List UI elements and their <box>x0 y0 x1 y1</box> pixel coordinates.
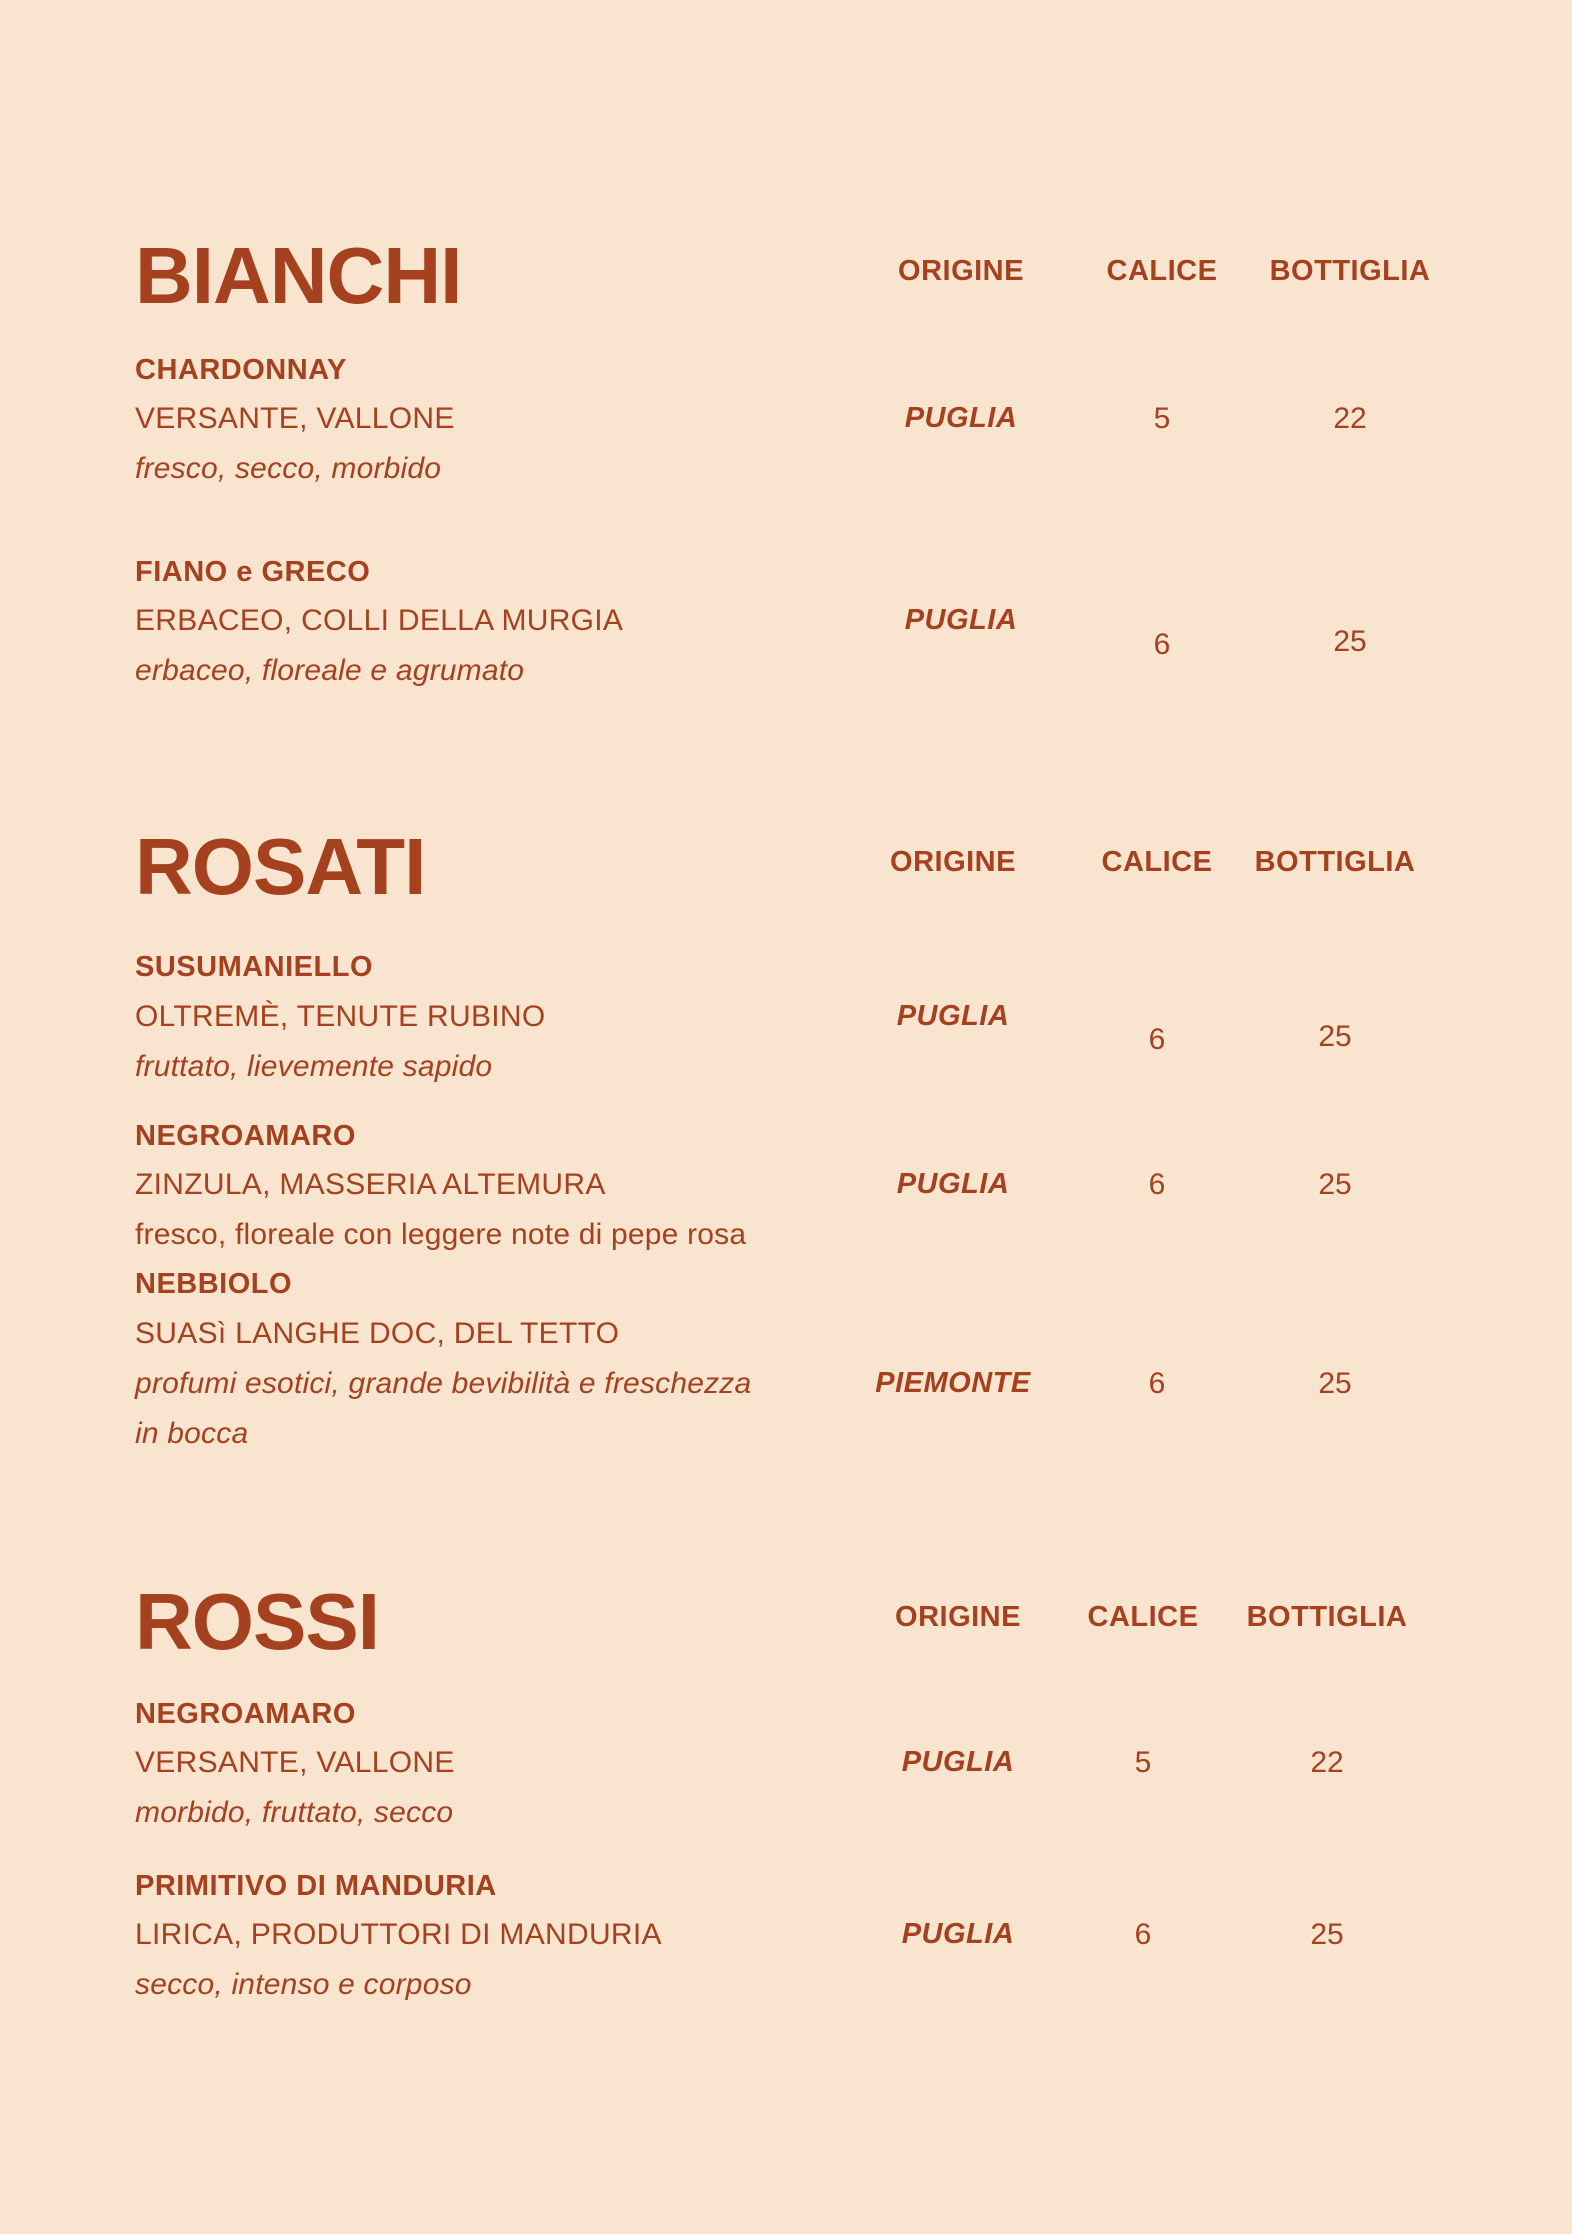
section-title-rosati: ROSATI <box>135 822 426 911</box>
section-title-bianchi: BIANCHI <box>135 231 462 320</box>
col-header-glass: CALICE <box>1106 255 1218 287</box>
wine-glass-price: 6 <box>1148 1168 1166 1201</box>
wine-name: PRIMITIVO DI MANDURIA <box>135 1870 497 1902</box>
col-header-glass: CALICE <box>1087 1601 1199 1633</box>
wine-bottle-price: 25 <box>1310 1918 1344 1951</box>
wine-name: NEGROAMARO <box>135 1698 356 1730</box>
wine-notes: erbaceo, floreale e agrumato <box>135 654 525 687</box>
col-header-bottle: BOTTIGLIA <box>1254 846 1416 878</box>
wine-origin: PUGLIA <box>896 1000 1010 1032</box>
wine-notes: fresco, floreale con leggere note di pepe rosa <box>135 1218 747 1251</box>
wine-notes: fresco, secco, morbido <box>135 452 442 485</box>
wine-producer: LIRICA, PRODUTTORI DI MANDURIA <box>135 1918 662 1951</box>
wine-origin: PIEMONTE <box>875 1367 1031 1399</box>
col-header-origin: ORIGINE <box>895 1601 1021 1633</box>
wine-bottle-price: 22 <box>1333 402 1367 435</box>
col-header-origin: ORIGINE <box>890 846 1016 878</box>
wine-name: FIANO e GRECO <box>135 556 371 588</box>
wine-producer: OLTREMÈ, TENUTE RUBINO <box>135 1000 546 1033</box>
wine-glass-price: 6 <box>1148 1023 1166 1056</box>
col-header-bottle: BOTTIGLIA <box>1269 255 1431 287</box>
wine-bottle-price: 25 <box>1318 1020 1352 1053</box>
wine-notes-line2: in bocca <box>135 1417 249 1450</box>
wine-producer: ERBACEO, COLLI DELLA MURGIA <box>135 604 624 637</box>
wine-producer: SUASì LANGHE DOC, DEL TETTO <box>135 1317 620 1350</box>
wine-name: CHARDONNAY <box>135 354 347 386</box>
col-header-bottle: BOTTIGLIA <box>1246 1601 1408 1633</box>
wine-name: SUSUMANIELLO <box>135 951 373 983</box>
wine-origin: PUGLIA <box>904 604 1018 636</box>
wine-bottle-price: 25 <box>1318 1367 1352 1400</box>
wine-origin: PUGLIA <box>904 402 1018 434</box>
wine-glass-price: 6 <box>1134 1918 1152 1951</box>
wine-name: NEBBIOLO <box>135 1268 293 1300</box>
wine-origin: PUGLIA <box>901 1746 1015 1778</box>
wine-glass-price: 5 <box>1153 402 1171 435</box>
wine-producer: VERSANTE, VALLONE <box>135 402 455 435</box>
wine-notes: secco, intenso e corposo <box>135 1968 472 2001</box>
wine-origin: PUGLIA <box>901 1918 1015 1950</box>
wine-producer: VERSANTE, VALLONE <box>135 1746 455 1779</box>
wine-glass-price: 5 <box>1134 1746 1152 1779</box>
wine-bottle-price: 25 <box>1318 1168 1352 1201</box>
col-header-glass: CALICE <box>1101 846 1213 878</box>
wine-producer: ZINZULA, MASSERIA ALTEMURA <box>135 1168 606 1201</box>
wine-origin: PUGLIA <box>896 1168 1010 1200</box>
wine-glass-price: 6 <box>1153 628 1171 661</box>
wine-notes: morbido, fruttato, secco <box>135 1796 454 1829</box>
wine-notes: profumi esotici, grande bevibilità e freschezza <box>135 1367 752 1400</box>
wine-bottle-price: 22 <box>1310 1746 1344 1779</box>
wine-notes: fruttato, lievemente sapido <box>135 1050 493 1083</box>
wine-glass-price: 6 <box>1148 1367 1166 1400</box>
wine-name: NEGROAMARO <box>135 1120 356 1152</box>
section-title-rossi: ROSSI <box>135 1577 379 1666</box>
wine-bottle-price: 25 <box>1333 625 1367 658</box>
col-header-origin: ORIGINE <box>898 255 1024 287</box>
